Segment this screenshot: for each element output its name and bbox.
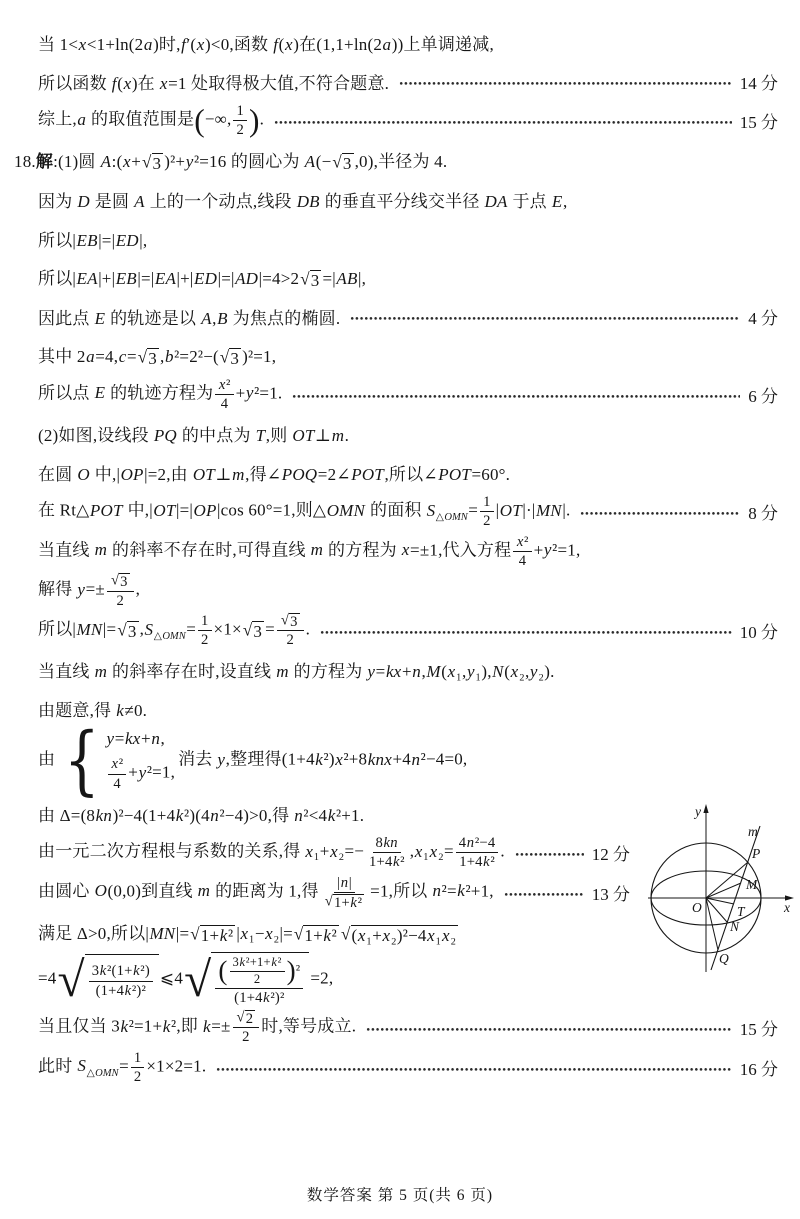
radical-sign-icon: √ — [137, 347, 148, 367]
solution-line — [0, 298, 800, 335]
line-content: 所以|MN|= √ 3 $,S_{\triangle OMN}=$ $\frac{1}{2}$ ×1× √ 3 = √ 3 2 . — [38, 612, 311, 649]
fraction: $\frac{1}{2}$ — [480, 493, 494, 531]
score-label: 15 分 — [739, 113, 778, 133]
fraction: $\frac{1}{2}$ — [233, 102, 247, 140]
fraction: $\frac{1}{2}$ — [131, 1049, 145, 1087]
line-content: =4 √ $\frac{\text{3k²(1+k²)}}{\text{(1+4k²)²}}$ ⩽4 √ ( $\frac{\text{3k²+1+k²}}{2}$ )² (1+4k²)² =2, — [38, 951, 334, 1007]
solution-line — [0, 24, 800, 61]
solution-line — [0, 142, 800, 179]
solution-line — [0, 1009, 800, 1047]
line-content: 解得 y=± √ 3 2 , — [38, 572, 141, 609]
label-y-axis: y — [695, 804, 701, 819]
radical-sign-icon: √ — [242, 619, 253, 639]
solution-line — [0, 651, 800, 688]
label-point-M: M — [746, 877, 758, 892]
dotted-leader — [504, 892, 584, 897]
line-content: 由 { y=kx+n, $\frac{\text{x²}}{4}$ +y²=1, 消去 y,整理得(1+4k²)x²+8knx+4n²−4=0, — [38, 717, 468, 805]
dotted-leader — [292, 394, 740, 399]
square-root: √ 3 — [137, 347, 157, 369]
square-root: √ 3 — [242, 619, 263, 641]
radical-sign-icon: √ — [57, 951, 85, 1007]
square-root: √ 2 — [236, 1009, 254, 1027]
line-content: 综上,a 的取值范围是(−∞, $\frac{1}{2}$ ). — [38, 103, 265, 139]
dotted-leader — [320, 630, 732, 635]
radical-sign-icon: √ — [184, 951, 212, 1007]
fraction: |n| √ 1+k² — [324, 874, 363, 911]
big-paren: ( — [218, 955, 228, 986]
line-content: 满足 Δ>0,所以|MN|= √ 1+k² |x₁−x₂|= √ 1+k² √ (x₁+x₂)²−4x₁x₂ — [38, 923, 457, 945]
page-footer: 数学答案 第 5 页(共 6 页) — [306, 1187, 494, 1204]
label-line-m: m — [748, 824, 758, 839]
dotted-leader — [366, 1027, 732, 1032]
square-root: √ 3 — [219, 347, 240, 369]
radical-sign-icon: √ — [340, 924, 351, 944]
radical-sign-icon: √ — [110, 572, 120, 589]
line-content: 当直线 m 的斜率存在时,设直线 m 的方程为 y=kx+n,M(x₁,y₁),N(x₂,y₂). — [38, 662, 555, 682]
radical-sign-icon: √ — [332, 152, 342, 172]
y-axis-arrow — [703, 804, 708, 813]
line-content: 因此点 E 的轨迹是以 A,B 为焦点的椭圆. — [38, 308, 341, 328]
radical-sign-icon: √ — [219, 347, 230, 367]
fraction: $\frac{\text{x²}}{4}$ — [215, 376, 233, 414]
line-content: 当 1<x<1+ln(2a)时,f′(x)<0,函数 f(x)在(1,1+ln(2a))上单调递减, — [38, 35, 494, 54]
solution-line — [0, 415, 800, 452]
fraction: $\frac{\text{x²}}{4}$ — [513, 533, 531, 571]
square-root: √ 3 — [280, 612, 298, 630]
line-content: 当且仅当 3k²=1+k²,即 k=± √ 2 2 时,等号成立. — [38, 1009, 357, 1046]
fraction: $\frac{\text{x²}}{4}$ — [108, 755, 126, 793]
fraction: $\frac{\text{3k²(1+k²)}}{\text{(1+4k²)²}}$ — [89, 962, 153, 1000]
score-label: 14 分 — [739, 74, 778, 93]
fraction: √ 2 2 — [233, 1009, 260, 1047]
solution-line — [0, 493, 800, 531]
line-content: 在圆 O 中,|OP|=2,由 OT⊥m,得∠POQ=2∠POT,所以∠POT=60°. — [38, 465, 511, 485]
score-label: 4 分 — [748, 308, 778, 328]
solution-line — [0, 834, 652, 872]
segment-OQ — [706, 898, 718, 950]
line-content: 由一元二次方程根与系数的关系,得 x₁+x₂=− $\frac{8kn}{\text{1+4k²}}$ ,x₁x₂= $\frac{\text{4n²−4}}{\text{1+4k²}}$ . — [38, 835, 505, 871]
square-root: √ 1+k² — [324, 893, 363, 911]
fraction: $\frac{1}{2}$ — [198, 612, 212, 650]
radical-sign-icon: √ — [280, 612, 290, 629]
big-paren: ( — [194, 103, 205, 139]
fraction: $\frac{\text{3k²+1+k²}}{2}$ — [230, 955, 285, 987]
radical-sign-icon: √ — [190, 924, 200, 944]
brace-icon: { — [64, 717, 101, 805]
radical-sign-icon: √ — [324, 893, 333, 910]
solution-line — [0, 454, 800, 491]
solution-line — [0, 612, 800, 650]
line-content: 当直线 m 的斜率不存在时,可得直线 m 的方程为 x=±1,代入方程 $\frac{\text{x²}}{4}$ +y²=1, — [38, 533, 581, 569]
solution-line — [0, 717, 800, 805]
fraction: $\frac{\text{4n²−4}}{\text{1+4k²}}$ — [456, 834, 499, 872]
square-root — [57, 951, 159, 1007]
equation-system: { y=kx+n, $\frac{\text{x²}}{4}$ +y²=1, — [64, 717, 176, 805]
score-label: 13 分 — [591, 884, 630, 904]
line-content: 18.解:(1)圆 A:(x+ √ 3 )²+y²=16 的圆心为 A(− √ 3 ,0),半径为 4. — [14, 152, 448, 174]
solution-line — [0, 337, 800, 374]
fraction: $\frac{8kn}{\text{1+4k²}}$ — [369, 835, 405, 871]
solution-line — [0, 63, 800, 100]
solution-line — [0, 874, 652, 912]
dotted-leader — [216, 1067, 731, 1072]
square-root: √ 3 — [300, 269, 320, 291]
solution-line — [0, 572, 800, 610]
dotted-leader — [274, 120, 732, 125]
square-root: √ 3 — [142, 152, 162, 174]
score-label: 16 分 — [739, 1059, 778, 1079]
radical-sign-icon: √ — [236, 1009, 245, 1026]
solution-line — [0, 376, 800, 414]
line-content: (2)如图,设线段 PQ 的中点为 T,则 OT⊥m. — [38, 426, 350, 446]
dotted-leader — [515, 852, 584, 857]
big-paren: ) — [248, 103, 260, 139]
line-content: 在 Rt△POT 中,|OT|=|OP|cos 60°=1,则△OMN 的面积 $S_{\triangle OMN}=$ $\frac{1}{2}$ |OT|·|MN|. — [38, 494, 571, 530]
dotted-leader — [350, 316, 740, 321]
solution-line — [0, 102, 800, 140]
score-label: 12 分 — [591, 845, 630, 865]
radical-sign-icon: √ — [293, 924, 304, 944]
big-paren: ) — [286, 955, 296, 986]
label-point-T: T — [737, 904, 745, 919]
square-root: √ 1+k² — [293, 924, 337, 945]
line-content: 所以点 E 的轨迹方程为 $\frac{\text{x²}}{4}$ +y²=1. — [38, 376, 283, 412]
score-label: 8 分 — [748, 504, 778, 524]
dotted-leader — [399, 81, 732, 86]
line-content: 因为 D 是圆 A 上的一个动点,线段 DB 的垂直平分线交半径 DA 于点 E, — [38, 191, 568, 211]
solution-line — [0, 259, 800, 296]
radical-sign-icon: √ — [117, 619, 127, 639]
square-root: √ 3 — [117, 619, 137, 641]
square-root: √ (x₁+x₂)²−4x₁x₂ — [340, 924, 457, 945]
square-root: √ 1+k² — [190, 924, 234, 945]
ellipse-circle-diagram — [645, 798, 797, 980]
score-label: 10 分 — [739, 623, 778, 643]
square-root — [184, 952, 309, 1007]
line-content: 由题意,得 k≠0. — [38, 701, 148, 721]
radical-sign-icon: √ — [300, 269, 310, 289]
line-content: 此时 $S_{\triangle OMN}=$ $\frac{1}{2}$ ×1×2=1. — [38, 1049, 207, 1085]
line-content: 所以|EA|+|EB|=|EA|+|ED|=|AD|=4>2 √ 3 =|AB|, — [38, 269, 367, 291]
square-root: √ 3 — [332, 152, 352, 174]
label-point-P: P — [752, 846, 761, 861]
solution-line — [0, 533, 800, 571]
radical-sign-icon: √ — [142, 152, 152, 172]
line-content: 由 Δ=(8kn)²−4(1+4k²)(4n²−4)>0,得 n²<4k²+1. — [38, 806, 365, 826]
line-content: 其中 2a=4,c= √ 3 ,b²=2²−( √ 3 )²=1, — [38, 347, 277, 369]
line-content: 所以|EB|=|ED|, — [38, 230, 148, 250]
line-content: 所以函数 f(x)在 x=1 处取得极大值,不符合题意. — [38, 74, 390, 93]
dotted-leader — [580, 511, 740, 516]
fraction: √ 3 2 — [277, 612, 304, 650]
solution-line — [0, 1049, 800, 1087]
square-root: √ 3 — [110, 572, 128, 591]
label-point-O: O — [692, 900, 702, 915]
solution-line — [0, 181, 800, 218]
score-label: 6 分 — [748, 386, 778, 406]
line-content: 由圆心 O(0,0)到直线 m 的距离为 1,得 |n| √ 1+k² =1,所以 n²=k²+1, — [38, 874, 494, 911]
geometry-figure — [645, 798, 797, 980]
score-label: 15 分 — [739, 1020, 778, 1040]
fraction: ( $\frac{\text{3k²+1+k²}}{2}$ )² (1+4k²)² — [215, 955, 303, 1007]
label-point-Q: Q — [719, 951, 729, 966]
solution-line — [0, 220, 800, 257]
solution-line — [0, 690, 800, 727]
label-point-N: N — [730, 919, 740, 934]
fraction: √ 3 2 — [107, 572, 134, 610]
label-x-axis: x — [784, 900, 790, 915]
